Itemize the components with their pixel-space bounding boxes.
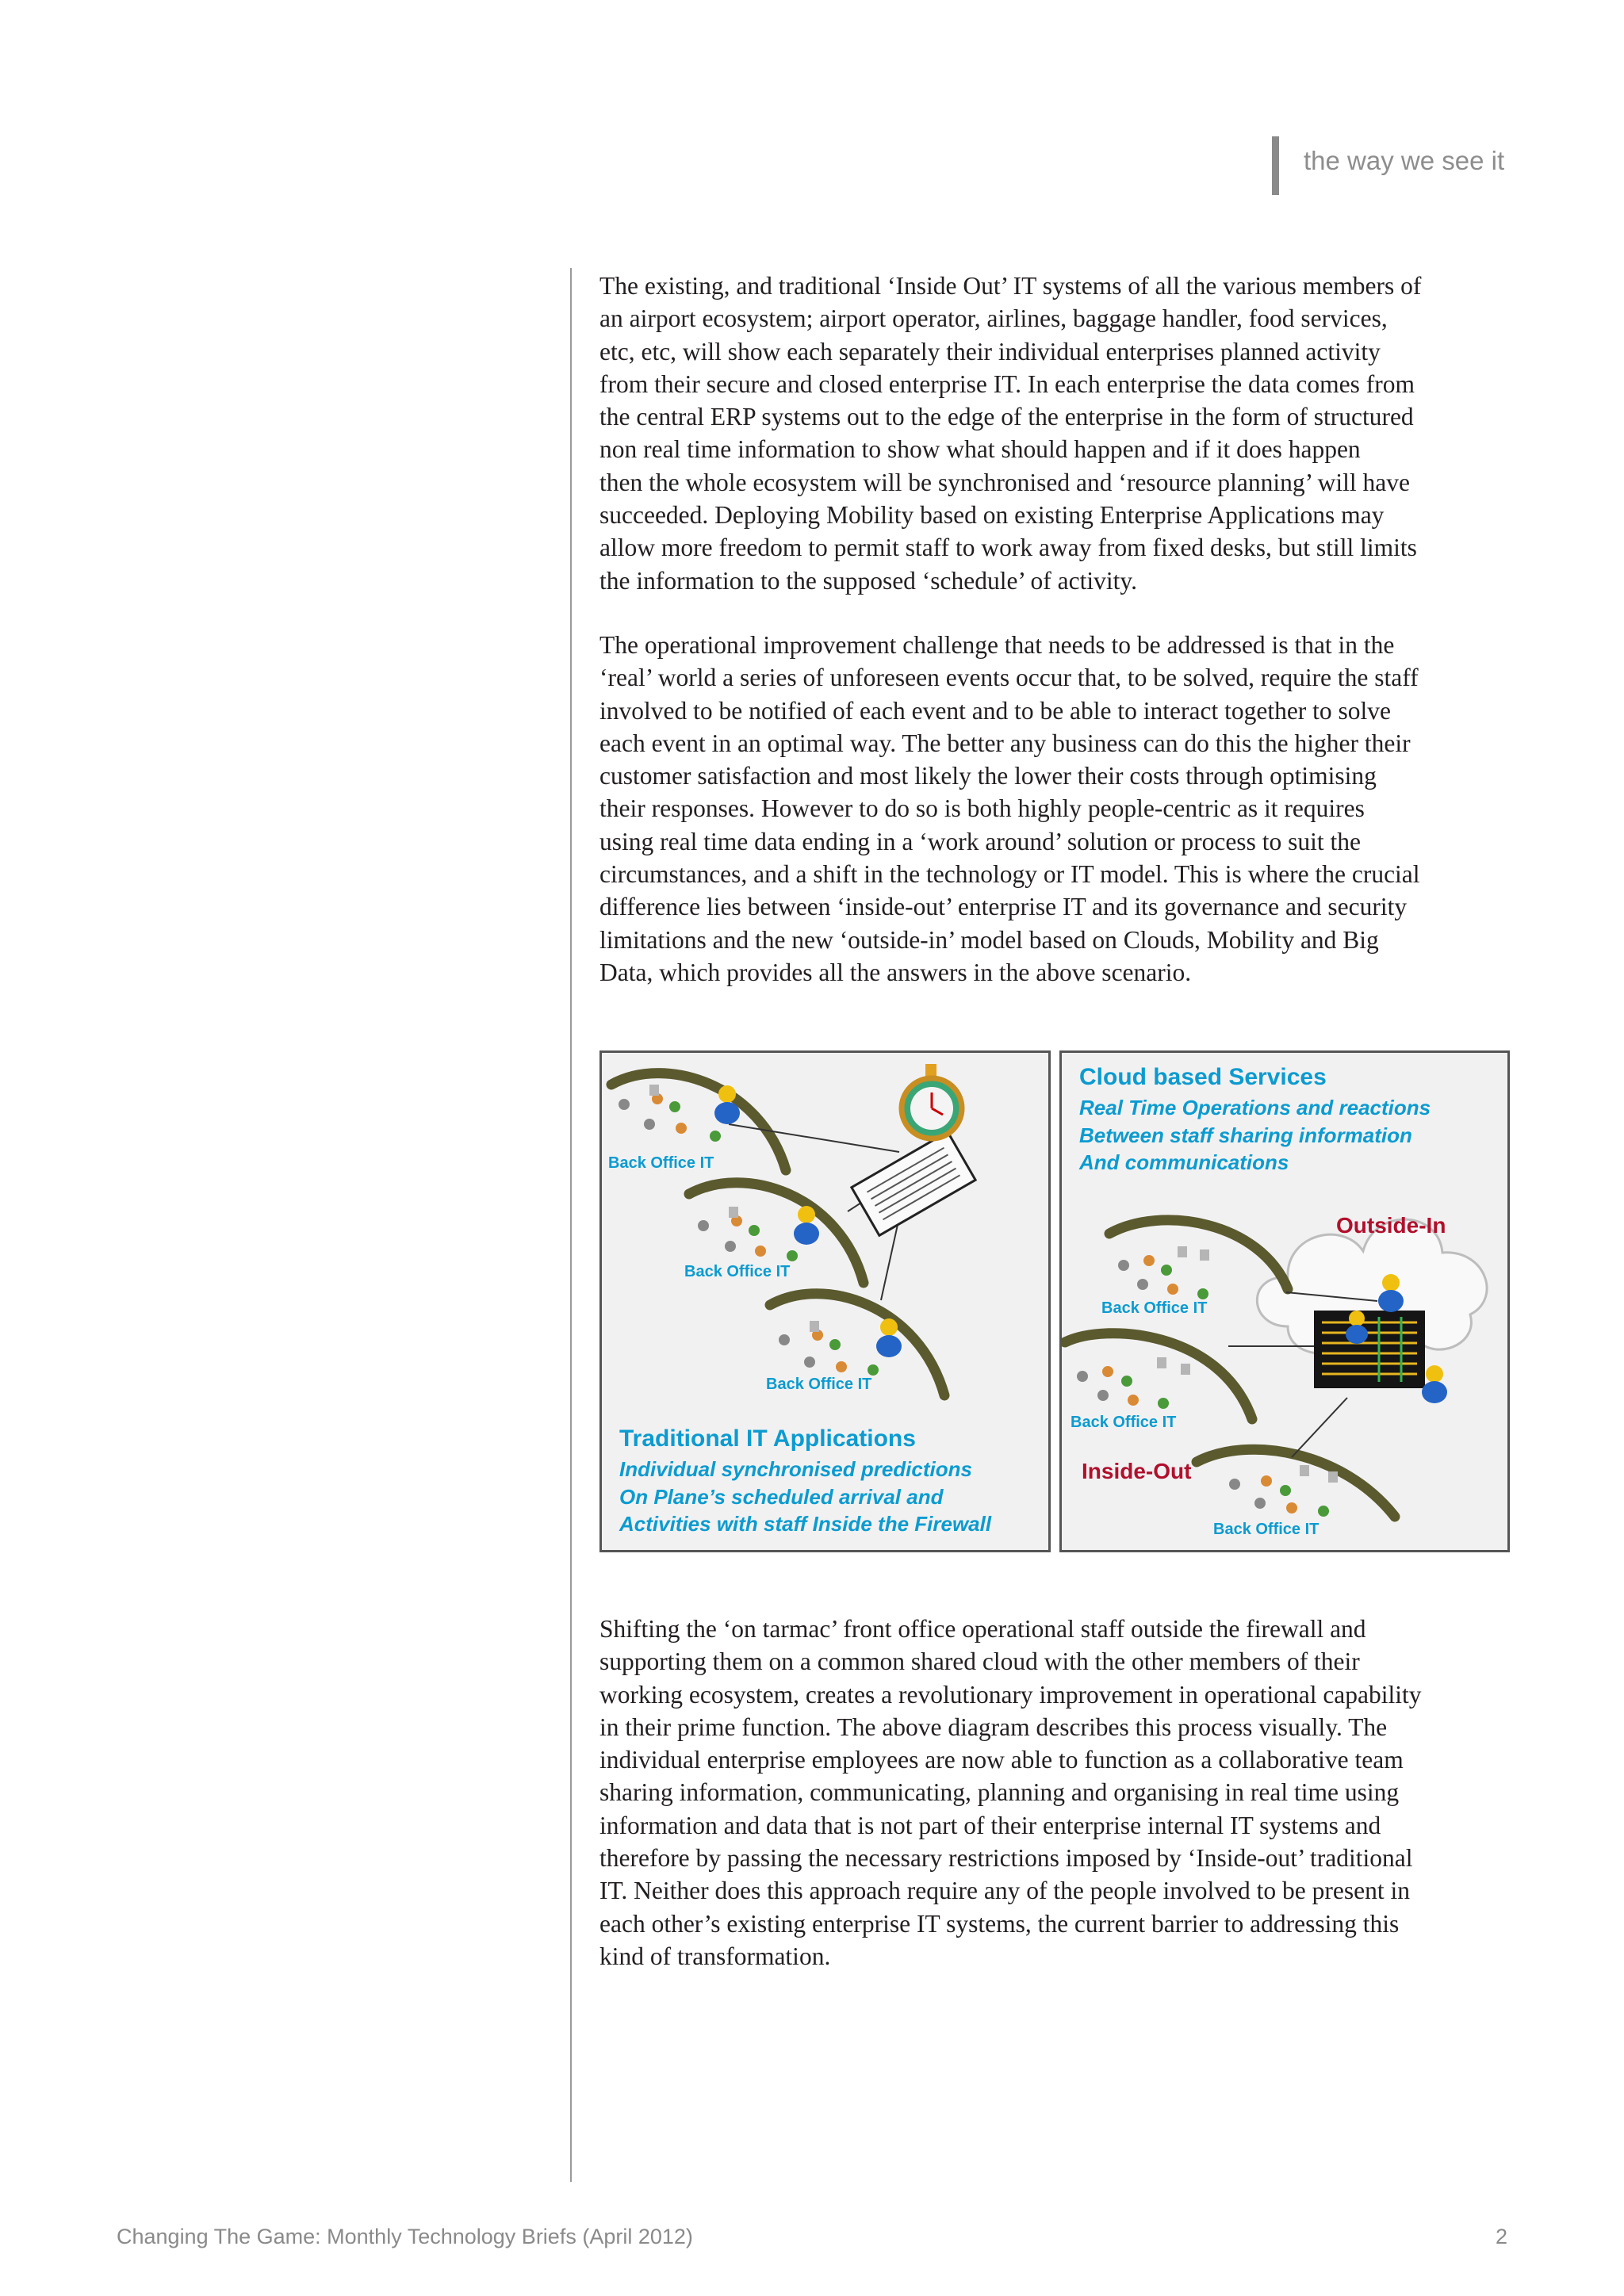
staff-group bbox=[1118, 1246, 1209, 1299]
tagline: the way we see it bbox=[1304, 146, 1505, 175]
staff-group bbox=[1077, 1357, 1190, 1409]
back-office-label: Back Office IT bbox=[1101, 1299, 1208, 1317]
traditional-it-subtitle: Individual synchronised predictions On Plane’s scheduled arrival and Activities with staff Inside the Firewall bbox=[619, 1457, 992, 1536]
back-office-label: Back Office IT bbox=[1213, 1521, 1320, 1538]
enterprise-arc bbox=[1109, 1220, 1288, 1289]
page-number: 2 bbox=[1496, 2225, 1508, 2248]
body-paragraph: The operational improvement challenge that needs to be addressed is that in the ‘real’ world a series of unforeseen events occur that, to be solved, require the staff involved to be notified of each event and to be able to interact together to solve each event in an optimal way. The better any business can do this the higher their customer satisfaction and most likely the lower their costs through optimising their responses. However to do so is both highly people-centric as it requires using real time data ending in a ‘work around’ solution or process to suit the circumstances, and a shift in the technology or IT model. This is where the crucial difference lies between ‘inside-out’ enterprise IT and its governance and security limitations and the new ‘outside-in’ model based on Clouds, Mobility and Big Data, which provides all the answers in the above scenario. bbox=[599, 631, 1420, 986]
staff-group bbox=[779, 1318, 902, 1376]
outside-in-label: Outside-In bbox=[1336, 1213, 1446, 1238]
clipboard-clock-icon bbox=[852, 1064, 975, 1235]
tagline-bar bbox=[1272, 136, 1279, 195]
footer-title: Changing The Game: Monthly Technology Briefs (April 2012) bbox=[117, 2225, 693, 2248]
back-office-label: Back Office IT bbox=[684, 1263, 791, 1280]
departure-board-icon bbox=[1314, 1311, 1425, 1388]
back-office-label: Back Office IT bbox=[1071, 1414, 1177, 1431]
cloud-services-panel bbox=[1059, 1050, 1510, 1552]
traditional-it-title: Traditional IT Applications bbox=[619, 1425, 916, 1452]
body-paragraph: The existing, and traditional ‘Inside Out’ IT systems of all the various members of an airport ecosystem; airport operator, airlines, baggage handler, food services, etc, etc, will show each separately their individual enterprises planned activity from their secure and closed enterprise IT. In each enterprise the data comes from the central ERP systems out to the edge of the enterprise in the form of structured non real time information to show what should happen and if it does happen then the whole ecosystem will be synchronised and ‘resource planning’ will have succeeded. Deploying Mobility based on existing Enterprise Applications may allow more freedom to permit staff to work away from fixed desks, but still limits the information to the supposed ‘schedule’ of activity. bbox=[599, 272, 1422, 595]
traditional-it-panel bbox=[599, 1050, 1051, 1552]
back-office-label: Back Office IT bbox=[608, 1154, 714, 1172]
staff-group bbox=[698, 1206, 819, 1261]
staff-group bbox=[1229, 1465, 1338, 1517]
column-divider bbox=[570, 268, 572, 2182]
enterprise-arc bbox=[1065, 1334, 1252, 1419]
body-paragraph: Shifting the ‘on tarmac’ front office operational staff outside the firewall and supporting them on a common shared cloud with the other members of their working ecosystem, creates a revolutionary improvement in operational capability in their prime function. The above diagram describes this process visually. The individual enterprise employees are now able to function as a collaborative team sharing information, communicating, planning and organising in real time using information and data that is not part of their enterprise internal IT systems and therefore by passing the necessary restrictions imposed by ‘Inside-out’ traditional IT. Neither does this approach require any of the people involved to be present in each other’s existing enterprise IT systems, the current barrier to addressing this kind of transformation. bbox=[599, 1615, 1422, 1970]
staff-group bbox=[619, 1085, 740, 1142]
cloud-services-title: Cloud based Services bbox=[1079, 1064, 1327, 1090]
cloud-services-subtitle: Real Time Operations and reactions Between staff sharing information And communications bbox=[1079, 1096, 1431, 1174]
inside-out-label: Inside-Out bbox=[1082, 1459, 1192, 1483]
back-office-label: Back Office IT bbox=[766, 1376, 872, 1393]
